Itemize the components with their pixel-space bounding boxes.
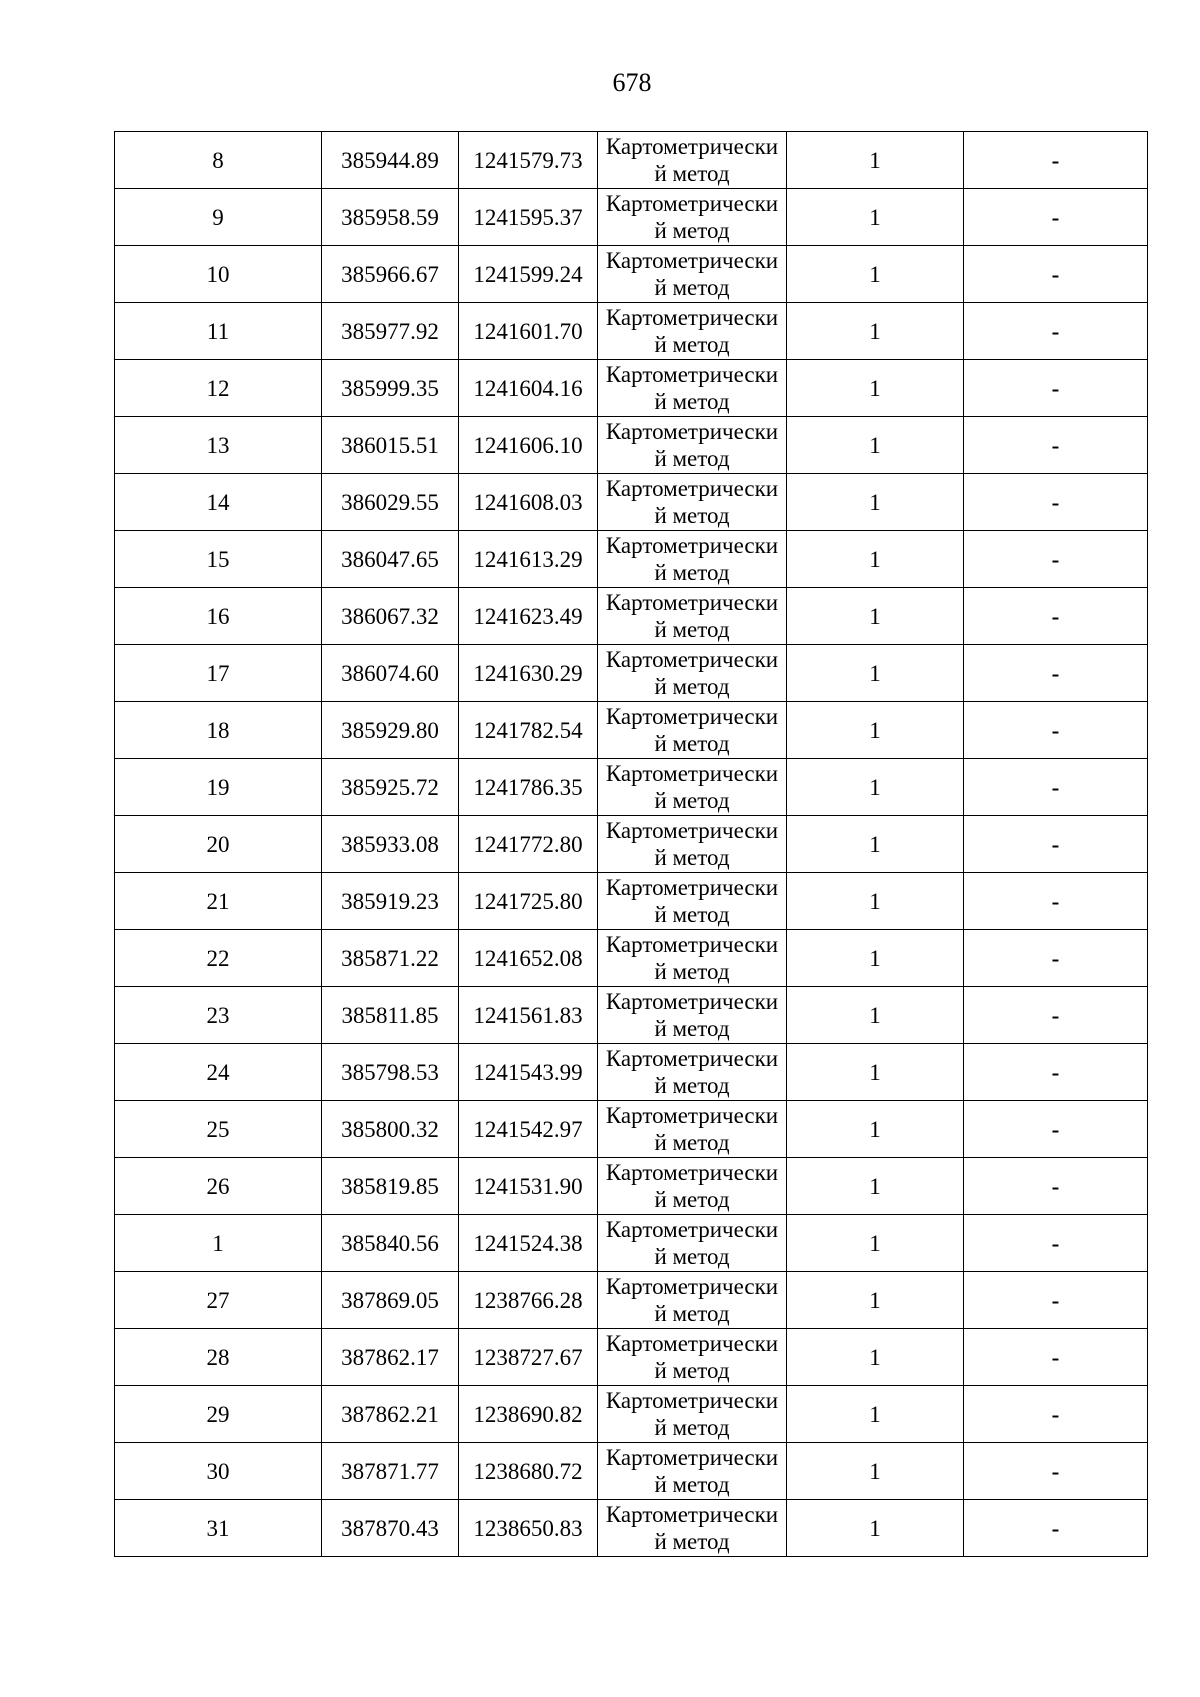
method-cell: [598, 873, 787, 930]
method-text-line-1: Картометрически: [605, 761, 779, 786]
x-coordinate-cell: 386047.65: [322, 531, 459, 588]
x-coordinate-cell: 387869.05: [322, 1272, 459, 1329]
method-cell: [598, 360, 787, 417]
method-text-line-2: й метод: [654, 503, 730, 528]
accuracy-cell: 1: [787, 189, 964, 246]
point-number-cell: 16: [115, 588, 322, 645]
coordinates-table: [114, 131, 1148, 1557]
method-text-line-1: Картометрически: [605, 1502, 779, 1527]
note-cell: -: [964, 1500, 1148, 1557]
method-text-line-2: й метод: [654, 161, 730, 186]
accuracy-cell: 1: [787, 1329, 964, 1386]
y-coordinate-cell: 1241606.10: [459, 417, 598, 474]
method-cell: [598, 1044, 787, 1101]
y-coordinate-cell: 1241623.49: [459, 588, 598, 645]
method-text-line-2: й метод: [654, 446, 730, 471]
method-text-line-1: Картометрически: [605, 932, 779, 957]
method-text-line-2: й метод: [654, 845, 730, 870]
note-cell: -: [964, 1215, 1148, 1272]
method-cell: [598, 1158, 787, 1215]
x-coordinate-cell: 385929.80: [322, 702, 459, 759]
x-coordinate-cell: 385819.85: [322, 1158, 459, 1215]
accuracy-cell: 1: [787, 1158, 964, 1215]
method-text-line-1: Картометрически: [605, 1388, 779, 1413]
x-coordinate-cell: 387870.43: [322, 1500, 459, 1557]
point-number-cell: 18: [115, 702, 322, 759]
method-text-line-2: й метод: [654, 788, 730, 813]
accuracy-cell: 1: [787, 1386, 964, 1443]
note-cell: -: [964, 1044, 1148, 1101]
accuracy-cell: 1: [787, 816, 964, 873]
method-text-line-2: й метод: [654, 1016, 730, 1041]
x-coordinate-cell: 385925.72: [322, 759, 459, 816]
point-number-cell: 8: [115, 132, 322, 189]
method-text-line-2: й метод: [654, 731, 730, 756]
method-cell: [598, 417, 787, 474]
x-coordinate-cell: 385811.85: [322, 987, 459, 1044]
y-coordinate-cell: 1241652.08: [459, 930, 598, 987]
method-text-line-1: Картометрически: [605, 1160, 779, 1185]
note-cell: -: [964, 759, 1148, 816]
point-number-cell: 21: [115, 873, 322, 930]
y-coordinate-cell: 1238727.67: [459, 1329, 598, 1386]
y-coordinate-cell: 1241608.03: [459, 474, 598, 531]
accuracy-cell: 1: [787, 303, 964, 360]
table-row: [115, 474, 1148, 531]
point-number-cell: 15: [115, 531, 322, 588]
x-coordinate-cell: 385800.32: [322, 1101, 459, 1158]
note-cell: -: [964, 474, 1148, 531]
accuracy-cell: 1: [787, 759, 964, 816]
x-coordinate-cell: 387862.21: [322, 1386, 459, 1443]
accuracy-cell: 1: [787, 474, 964, 531]
point-number-cell: 19: [115, 759, 322, 816]
table-row: [115, 246, 1148, 303]
x-coordinate-cell: 386067.32: [322, 588, 459, 645]
y-coordinate-cell: 1241524.38: [459, 1215, 598, 1272]
method-cell: [598, 702, 787, 759]
note-cell: -: [964, 987, 1148, 1044]
method-text-line-2: й метод: [654, 1244, 730, 1269]
method-cell: [598, 1386, 787, 1443]
point-number-cell: 22: [115, 930, 322, 987]
x-coordinate-cell: 385958.59: [322, 189, 459, 246]
table-row: [115, 1329, 1148, 1386]
method-text-line-2: й метод: [654, 560, 730, 585]
accuracy-cell: 1: [787, 1500, 964, 1557]
point-number-cell: 30: [115, 1443, 322, 1500]
note-cell: -: [964, 360, 1148, 417]
method-text-line-1: Картометрически: [605, 191, 779, 216]
accuracy-cell: 1: [787, 930, 964, 987]
table-row: [115, 1500, 1148, 1557]
x-coordinate-cell: 385919.23: [322, 873, 459, 930]
x-coordinate-cell: 385944.89: [322, 132, 459, 189]
method-cell: [598, 816, 787, 873]
method-text-line-1: Картометрически: [605, 362, 779, 387]
y-coordinate-cell: 1241561.83: [459, 987, 598, 1044]
method-cell: [598, 132, 787, 189]
y-coordinate-cell: 1241613.29: [459, 531, 598, 588]
note-cell: -: [964, 702, 1148, 759]
note-cell: -: [964, 645, 1148, 702]
method-text-line-1: Картометрически: [605, 989, 779, 1014]
point-number-cell: 11: [115, 303, 322, 360]
method-text-line-1: Картометрически: [605, 1103, 779, 1128]
x-coordinate-cell: 387862.17: [322, 1329, 459, 1386]
method-cell: [598, 1443, 787, 1500]
y-coordinate-cell: 1241595.37: [459, 189, 598, 246]
note-cell: -: [964, 1329, 1148, 1386]
y-coordinate-cell: 1241782.54: [459, 702, 598, 759]
table-row: [115, 189, 1148, 246]
table-row: [115, 1101, 1148, 1158]
method-text-line-2: й метод: [654, 218, 730, 243]
method-text-line-2: й метод: [654, 1529, 730, 1554]
x-coordinate-cell: 387871.77: [322, 1443, 459, 1500]
method-text-line-1: Картометрически: [605, 875, 779, 900]
y-coordinate-cell: 1241579.73: [459, 132, 598, 189]
table-row: [115, 1215, 1148, 1272]
method-text-line-2: й метод: [654, 1130, 730, 1155]
accuracy-cell: 1: [787, 1215, 964, 1272]
table-row: [115, 303, 1148, 360]
point-number-cell: 13: [115, 417, 322, 474]
y-coordinate-cell: 1241604.16: [459, 360, 598, 417]
x-coordinate-cell: 385798.53: [322, 1044, 459, 1101]
method-text-line-2: й метод: [654, 389, 730, 414]
method-cell: [598, 987, 787, 1044]
note-cell: -: [964, 417, 1148, 474]
point-number-cell: 24: [115, 1044, 322, 1101]
table-row: [115, 588, 1148, 645]
table-row: [115, 1386, 1148, 1443]
note-cell: -: [964, 816, 1148, 873]
x-coordinate-cell: 386074.60: [322, 645, 459, 702]
accuracy-cell: 1: [787, 132, 964, 189]
table-body: [115, 132, 1148, 1557]
y-coordinate-cell: 1241531.90: [459, 1158, 598, 1215]
method-text-line-1: Картометрически: [605, 818, 779, 843]
accuracy-cell: 1: [787, 702, 964, 759]
method-text-line-1: Картометрически: [605, 647, 779, 672]
accuracy-cell: 1: [787, 1443, 964, 1500]
method-text-line-1: Картометрически: [605, 1217, 779, 1242]
method-text-line-2: й метод: [654, 275, 730, 300]
method-text-line-2: й метод: [654, 959, 730, 984]
point-number-cell: 27: [115, 1272, 322, 1329]
method-text-line-1: Картометрически: [605, 1331, 779, 1356]
method-cell: [598, 645, 787, 702]
method-text-line-1: Картометрически: [605, 1274, 779, 1299]
note-cell: -: [964, 531, 1148, 588]
y-coordinate-cell: 1241772.80: [459, 816, 598, 873]
y-coordinate-cell: 1241786.35: [459, 759, 598, 816]
table-row: [115, 531, 1148, 588]
point-number-cell: 23: [115, 987, 322, 1044]
method-text-line-1: Картометрически: [605, 1046, 779, 1071]
accuracy-cell: 1: [787, 246, 964, 303]
method-text-line-2: й метод: [654, 1073, 730, 1098]
method-text-line-1: Картометрически: [605, 533, 779, 558]
note-cell: -: [964, 303, 1148, 360]
table-row: [115, 1272, 1148, 1329]
y-coordinate-cell: 1241599.24: [459, 246, 598, 303]
table-row: [115, 645, 1148, 702]
x-coordinate-cell: 386015.51: [322, 417, 459, 474]
note-cell: -: [964, 1386, 1148, 1443]
y-coordinate-cell: 1238766.28: [459, 1272, 598, 1329]
x-coordinate-cell: 385871.22: [322, 930, 459, 987]
note-cell: -: [964, 1443, 1148, 1500]
method-cell: [598, 1215, 787, 1272]
method-cell: [598, 1272, 787, 1329]
accuracy-cell: 1: [787, 360, 964, 417]
method-text-line-1: Картометрически: [605, 134, 779, 159]
table-row: [115, 1044, 1148, 1101]
method-text-line-1: Картометрически: [605, 1445, 779, 1470]
y-coordinate-cell: 1238680.72: [459, 1443, 598, 1500]
method-text-line-2: й метод: [654, 1358, 730, 1383]
table-row: [115, 930, 1148, 987]
point-number-cell: 14: [115, 474, 322, 531]
point-number-cell: 31: [115, 1500, 322, 1557]
point-number-cell: 12: [115, 360, 322, 417]
x-coordinate-cell: 385966.67: [322, 246, 459, 303]
accuracy-cell: 1: [787, 1272, 964, 1329]
table-row: [115, 987, 1148, 1044]
accuracy-cell: 1: [787, 873, 964, 930]
y-coordinate-cell: 1238650.83: [459, 1500, 598, 1557]
method-text-line-1: Картометрически: [605, 305, 779, 330]
accuracy-cell: 1: [787, 987, 964, 1044]
method-cell: [598, 303, 787, 360]
method-text-line-2: й метод: [654, 1472, 730, 1497]
accuracy-cell: 1: [787, 588, 964, 645]
note-cell: -: [964, 132, 1148, 189]
table-row: [115, 873, 1148, 930]
accuracy-cell: 1: [787, 645, 964, 702]
point-number-cell: 20: [115, 816, 322, 873]
point-number-cell: 9: [115, 189, 322, 246]
point-number-cell: 28: [115, 1329, 322, 1386]
method-text-line-1: Картометрически: [605, 476, 779, 501]
method-cell: [598, 588, 787, 645]
method-cell: [598, 1500, 787, 1557]
method-cell: [598, 531, 787, 588]
method-text-line-1: Картометрически: [605, 590, 779, 615]
method-cell: [598, 930, 787, 987]
method-cell: [598, 189, 787, 246]
x-coordinate-cell: 385999.35: [322, 360, 459, 417]
method-cell: [598, 474, 787, 531]
note-cell: -: [964, 588, 1148, 645]
note-cell: -: [964, 930, 1148, 987]
accuracy-cell: 1: [787, 531, 964, 588]
y-coordinate-cell: 1241601.70: [459, 303, 598, 360]
method-text-line-1: Картометрически: [605, 419, 779, 444]
note-cell: -: [964, 1101, 1148, 1158]
accuracy-cell: 1: [787, 417, 964, 474]
point-number-cell: 29: [115, 1386, 322, 1443]
method-text-line-1: Картометрически: [605, 248, 779, 273]
method-text-line-1: Картометрически: [605, 704, 779, 729]
accuracy-cell: 1: [787, 1101, 964, 1158]
method-text-line-2: й метод: [654, 1187, 730, 1212]
note-cell: -: [964, 189, 1148, 246]
table-row: [115, 1158, 1148, 1215]
y-coordinate-cell: 1241543.99: [459, 1044, 598, 1101]
method-cell: [598, 1329, 787, 1386]
x-coordinate-cell: 386029.55: [322, 474, 459, 531]
method-cell: [598, 1101, 787, 1158]
note-cell: -: [964, 1272, 1148, 1329]
note-cell: -: [964, 246, 1148, 303]
point-number-cell: 17: [115, 645, 322, 702]
y-coordinate-cell: 1241542.97: [459, 1101, 598, 1158]
x-coordinate-cell: 385840.56: [322, 1215, 459, 1272]
method-text-line-2: й метод: [654, 902, 730, 927]
table-row: [115, 417, 1148, 474]
method-text-line-2: й метод: [654, 617, 730, 642]
y-coordinate-cell: 1241725.80: [459, 873, 598, 930]
y-coordinate-cell: 1238690.82: [459, 1386, 598, 1443]
accuracy-cell: 1: [787, 1044, 964, 1101]
point-number-cell: 1: [115, 1215, 322, 1272]
x-coordinate-cell: 385977.92: [322, 303, 459, 360]
method-text-line-2: й метод: [654, 1301, 730, 1326]
note-cell: -: [964, 1158, 1148, 1215]
method-text-line-2: й метод: [654, 674, 730, 699]
method-cell: [598, 246, 787, 303]
x-coordinate-cell: 385933.08: [322, 816, 459, 873]
method-text-line-2: й метод: [654, 332, 730, 357]
table-row: [115, 759, 1148, 816]
table-row: [115, 132, 1148, 189]
table-row: [115, 702, 1148, 759]
page-number: 678: [612, 68, 652, 97]
table-row: [115, 1443, 1148, 1500]
table-row: [115, 360, 1148, 417]
point-number-cell: 10: [115, 246, 322, 303]
point-number-cell: 25: [115, 1101, 322, 1158]
point-number-cell: 26: [115, 1158, 322, 1215]
note-cell: -: [964, 873, 1148, 930]
method-text-line-2: й метод: [654, 1415, 730, 1440]
table-row: [115, 816, 1148, 873]
method-cell: [598, 759, 787, 816]
y-coordinate-cell: 1241630.29: [459, 645, 598, 702]
